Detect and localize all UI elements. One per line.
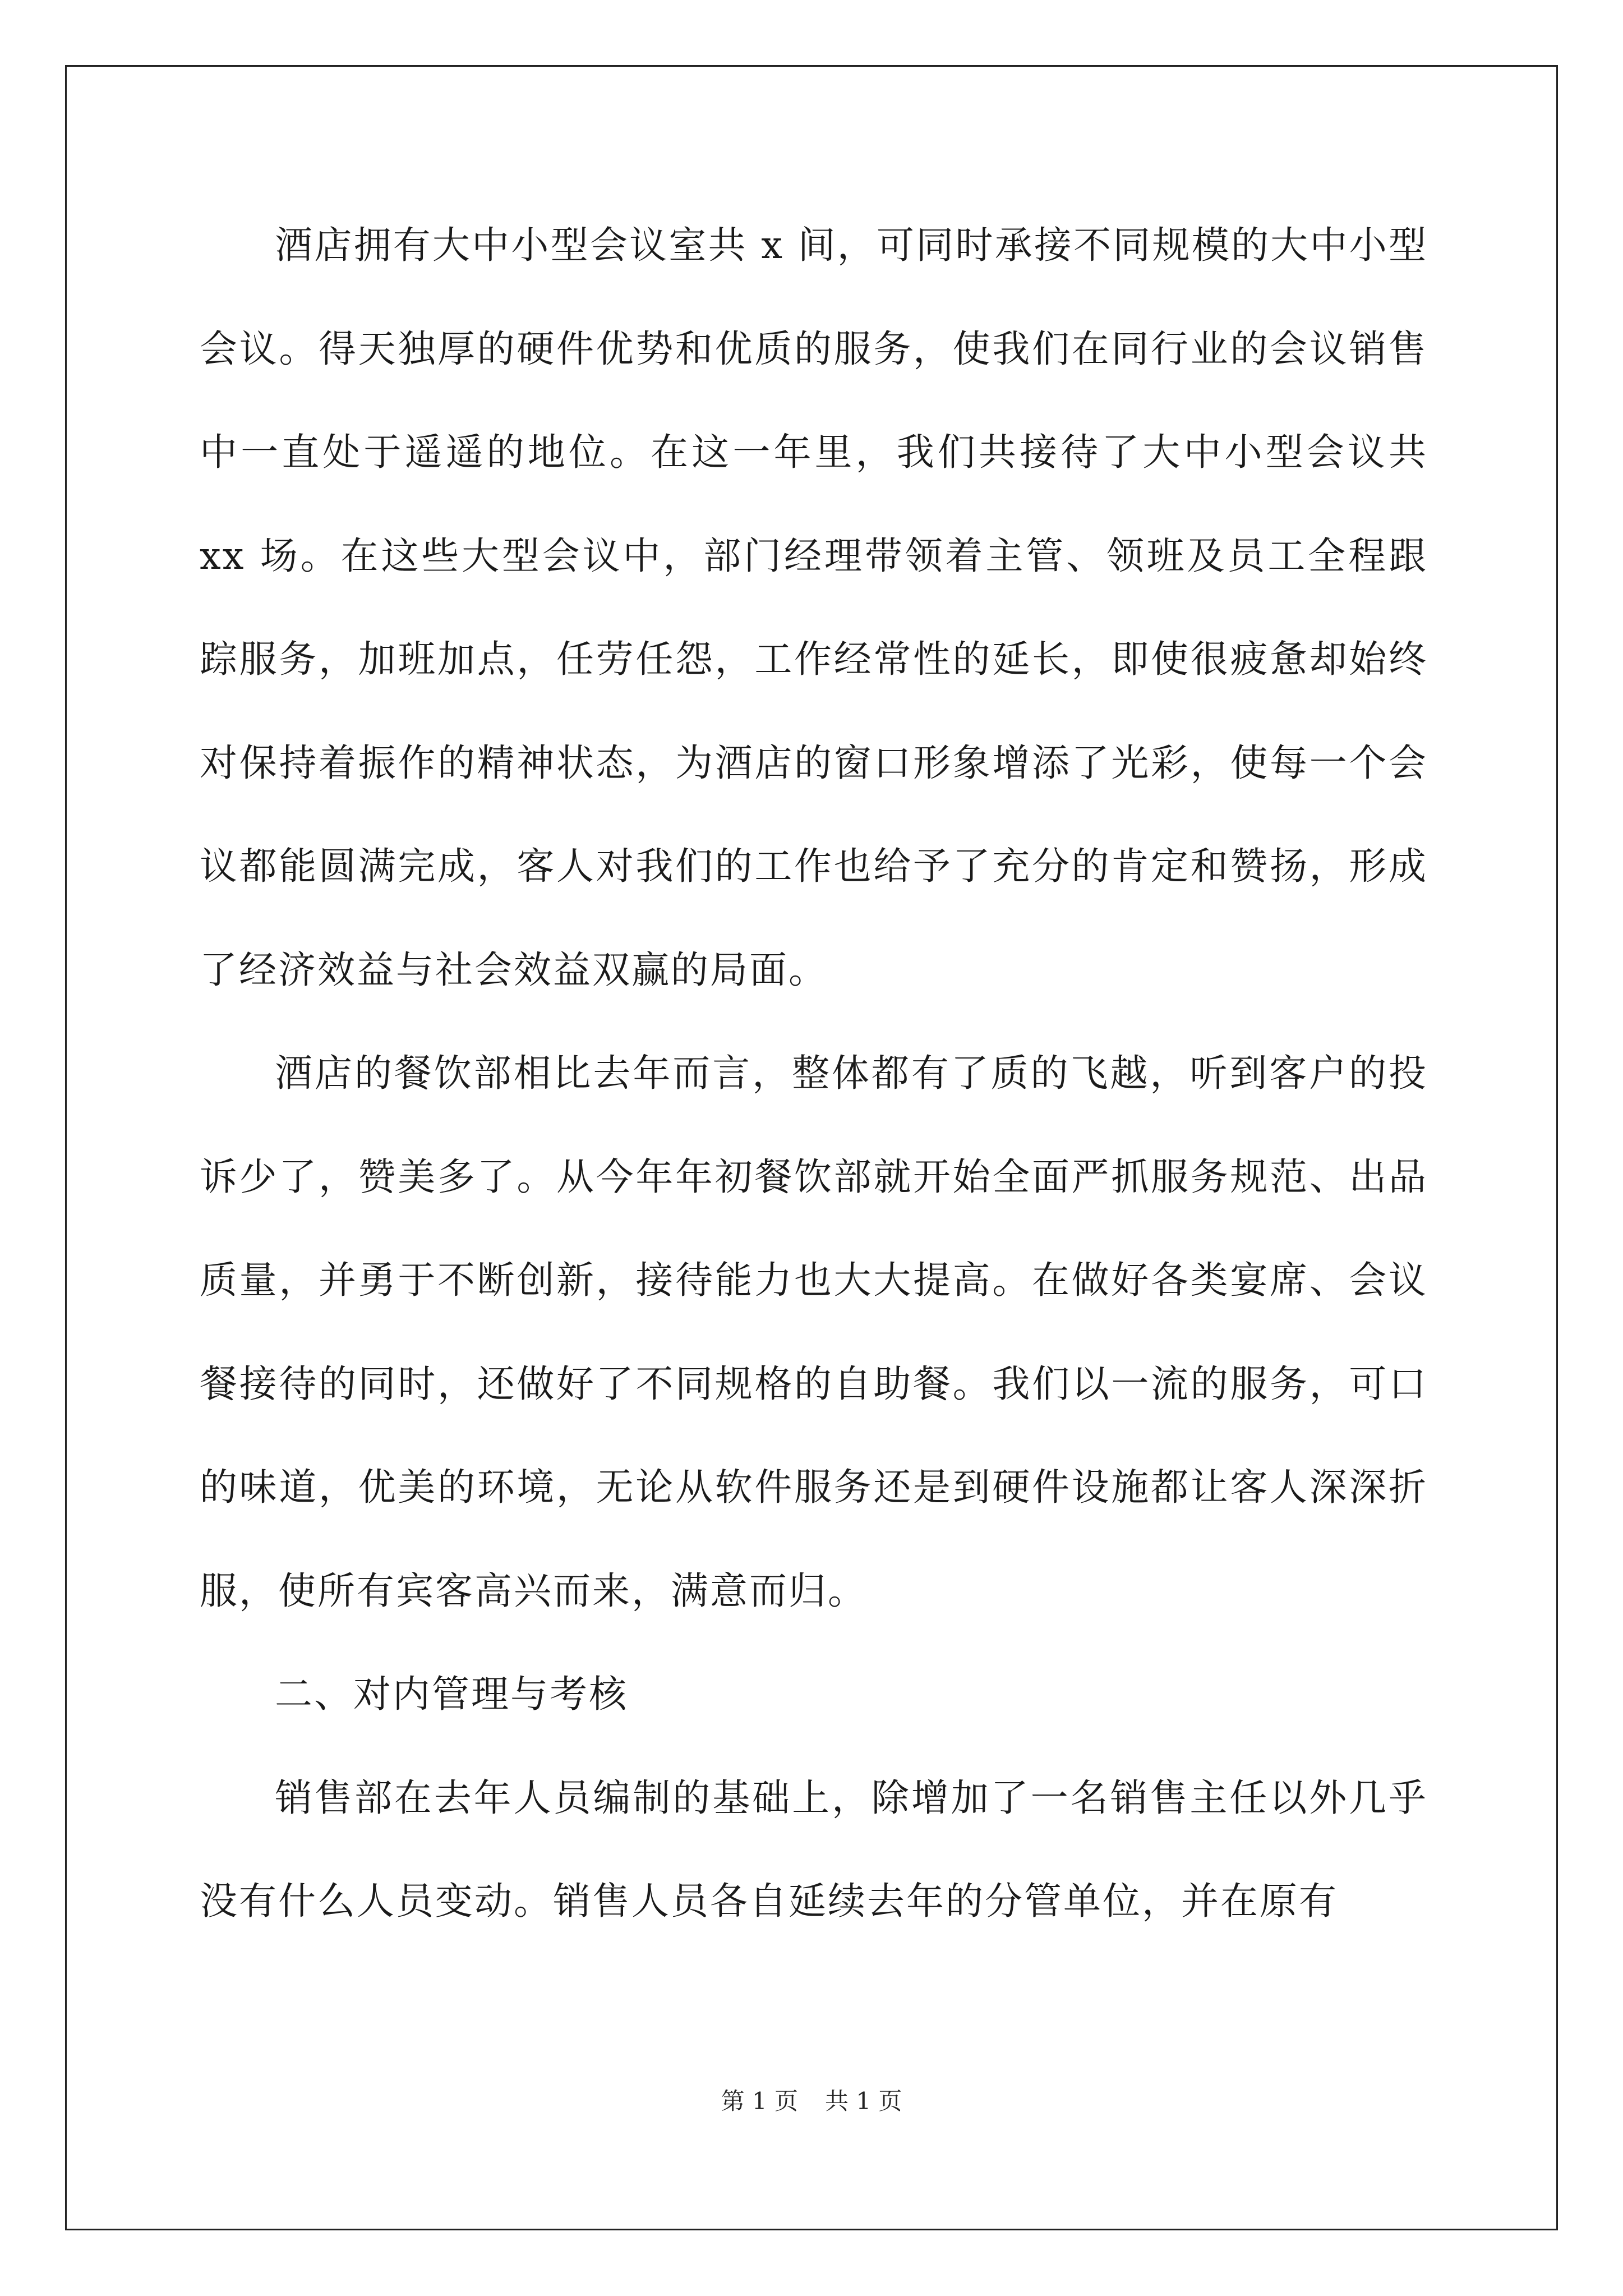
page-total: 共 1 页 [825,2087,902,2115]
page-number: 第 1 页 [721,2087,798,2115]
section-heading: 二、对内管理与考核 [275,1672,628,1716]
paragraph-meeting-rooms: 酒店拥有大中小型会议室共 x 间，可同时承接不同规模的大中小型会议。得天独厚的硬件优势和优质的服务，使我们在同行业的会议销售中一直处于遥遥的地位。在这一年里，我们共接待了大中小型会议共 xx 场。在这些大型会议中，部门经理带领着主管、领班及员工全程跟踪服务，加班加点，任劳任怨，工作经常性的延长，即使很疲惫却始终对保持着振作的精神状态，为酒店的窗口形象增添了光彩，使每一个会议都能圆满完成，客人对我们的工作也给予了充分的肯定和赞扬，形成了经济效益与社会效益双赢的局面。 [200,223,1428,992]
paragraph-sales-staff: 销售部在去年人员编制的基础上，除增加了一名销售主任以外几乎没有什么人员变动。销售人员各自延续去年的分管单位，并在原有 [200,1775,1428,1923]
document-body [200,194,1428,1953]
page-footer [0,2086,1623,2117]
paragraph-catering: 酒店的餐饮部相比去年而言，整体都有了质的飞越，听到客户的投诉少了，赞美多了。从今年年初餐饮部就开始全面严抓服务规范、出品质量，并勇于不断创新，接待能力也大大提高。在做好各类宴席、会议餐接待的同时，还做好了不同规格的自助餐。我们以一流的服务，可口的味道，优美的环境，无论从软件服务还是到硬件设施都让客人深深折服，使所有宾客高兴而来，满意而归。 [200,1051,1428,1613]
